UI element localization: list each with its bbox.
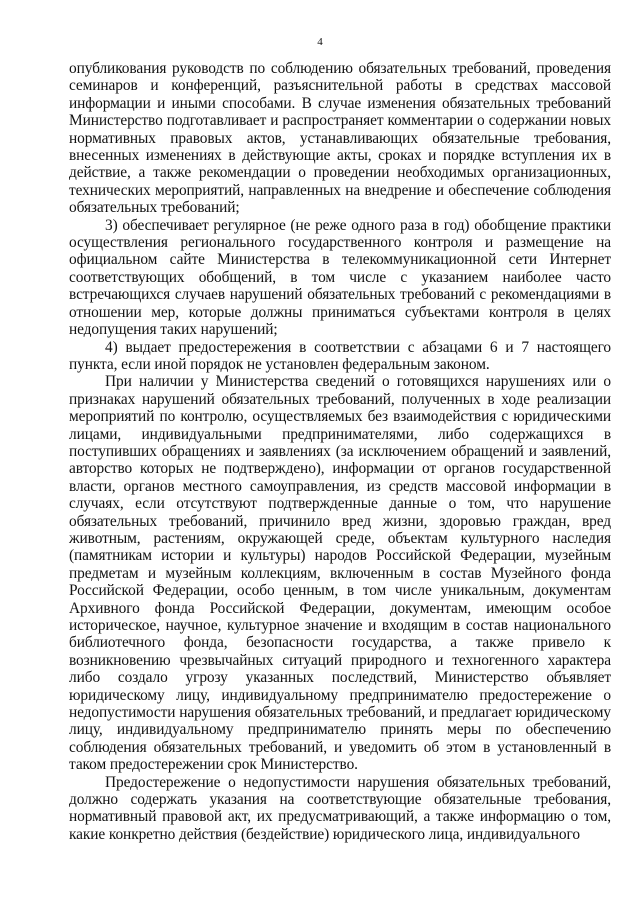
page-number: 4 (317, 36, 323, 48)
paragraph-warning-conditions: При наличии у Министерства сведений о готовящихся нарушениях или о признаках нарушений обязательных требований, полученных в ходе реализации мероприятий по контролю, осуществляемых без взаимодействия с юридическими лицами, индивидуальными предпринимателями, либо содержащихся в поступивших обращениях и заявлениях (за исключением обращений и заявлений, авторство которых не подтверждено), информации от органов государственной власти, органов местного самоуправления, из средств массовой информации в случаях, если отсутствуют подтвержденные данные о том, что нарушение обязательных требований, причинило вред жизни, здоровью граждан, вред животным, растениям, окружающей среде, объектам культурного наследия (памятникам истории и культуры) народов Российской Федерации, музейным предметам и музейным коллекциям, включенным в состав Музейного фонда Российской Федерации, особо ценным, в том числе уникальным, документам Архивного фонда Российской Федерации, документам, имеющим особое историческое, научное, культурное значение и входящим в состав национального библиотечного фонда, безопасности государства, а также привело к возникновению чрезвычайных ситуаций природного и техногенного характера либо создало угрозу указанных последствий, Министерство объявляет юридическому лицу, индивидуальному предпринимателю предостережение о недопустимости нарушения обязательных требований, и предлагает юридическому лицу, индивидуальному предпринимателю принять меры по обеспечению соблюдения обязательных требований, и уведомить об этом в установленный в таком предостережении срок Министерство. (69, 373, 611, 774)
paragraph-item-3: 3) обеспечивает регулярное (не реже одного раза в год) обобщение практики осуществления регионального государственного контроля и размещение на официальном сайте Министерства в телекоммуникационной сети Интернет соответствующих обобщений, в том числе с указанием наиболее часто встречающихся случаев нарушений обязательных требований с рекомендациями в отношении мер, которые должны приниматься субъектами контроля в целях недопущения таких нарушений; (69, 216, 611, 339)
paragraph-item-4: 4) выдает предостережения в соответствии с абзацами 6 и 7 настоящего пункта, если иной порядок не установлен федеральным законом. (69, 338, 611, 373)
paragraph-warning-content: Предостережение о недопустимости нарушения обязательных требований, должно содержать указания на соответствующие обязательные требования, нормативный правовой акт, их предусматривающий, а также информацию о том, какие конкретно действия (бездействие) юридического лица, индивидуального (69, 773, 611, 843)
document-body (69, 60, 611, 843)
paragraph-continuation: опубликования руководств по соблюдению обязательных требований, проведения семинаров и конференций, разъяснительной работы в средствах массовой информации и иными способами. В случае изменения обязательных требований Министерство подготавливает и распространяет комментарии о содержании новых нормативных правовых актов, устанавливающих обязательные требования, внесенных изменениях в действующие акты, сроках и порядке вступления их в действие, а также рекомендации о проведении необходимых организационных, технических мероприятий, направленных на внедрение и обеспечение соблюдения обязательных требований; (69, 60, 611, 217)
